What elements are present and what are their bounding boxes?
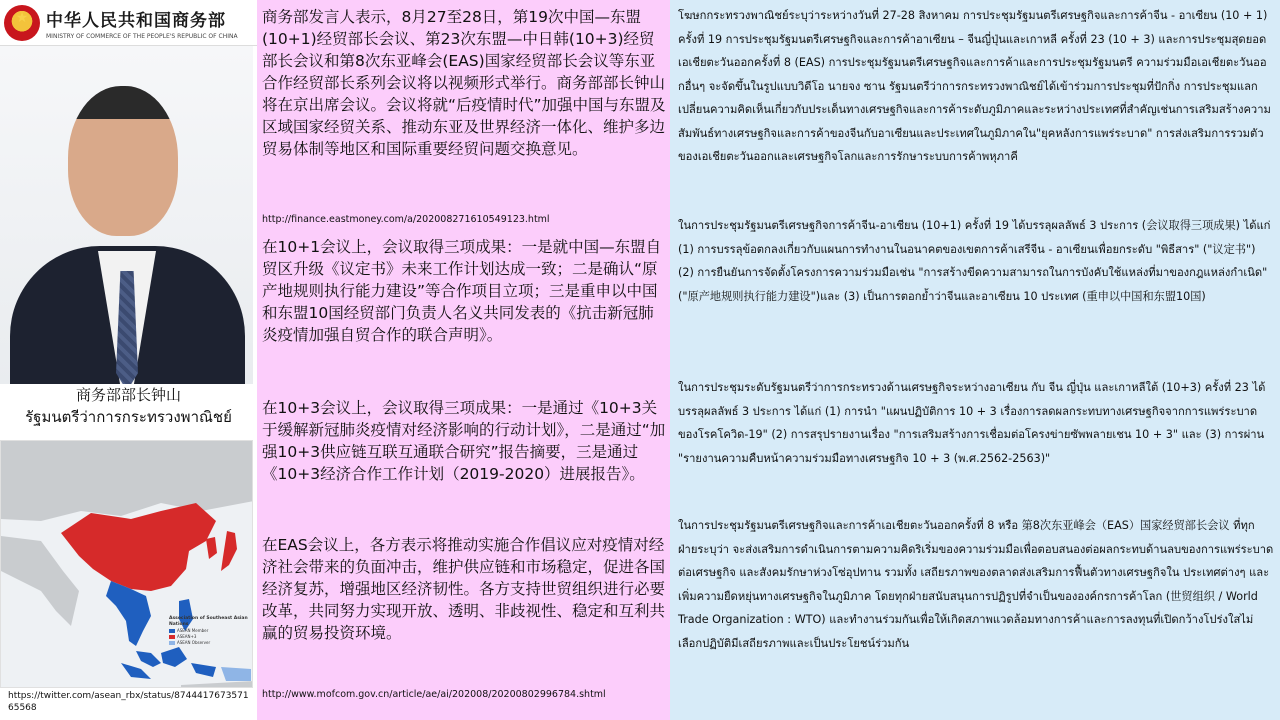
ministry-logo-text bbox=[46, 6, 238, 40]
portrait-head bbox=[68, 86, 178, 236]
caption-th: รัฐมนตรีว่าการกระทรวงพาณิชย์ bbox=[25, 408, 232, 426]
map-legend bbox=[169, 616, 252, 646]
national-emblem-icon bbox=[4, 5, 40, 41]
paragraph-cn-eas: 在EAS会议上，各方表示将推动实施合作倡议应对疫情对经济社会带来的负面冲击，维护供应链和市场稳定，促进各国经济复苏，增强地区经济韧性。各方支持世贸组织进行必要改革，共同努力实现开放、透明、非歧视性、稳定和互利共赢的贸易投资环境。 bbox=[262, 536, 666, 642]
paragraph-th-eas: ในการประชุมรัฐมนตรีเศรษฐกิจและการค้าเอเชียตะวันออกครั้งที่ 8 หรือ 第8次东亚峰会（EAS）国家经贸部长会议 ที่ทุกฝ่ายระบุว่า จะส่งเสริมการดำเนินการตามความคิดริเริ่มของความร่วมมือเพื่อตอบสนองต่อผลกระทบด้านลบของการแพร่ระบาดต่อเศรษฐกิจ และสังคมรักษาห่วงโซ่อุปทาน รวมทั้ง เสถียรภาพของตลาดส่งเสริมการฟื้นตัวทางเศรษฐกิจใน ประเทศต่างๆ และเพิ่มความยืดหยุ่นทางเศรษฐกิจในภูมิภาค โดยทุกฝ่ายสนับสนุนการปฏิรูปที่จำเป็นขององค์กรการค้าโลก (世贸组织 / World Trade Organization : WTO) และทำงานร่วมกันเพื่อให้เกิดสภาพแวดล้อมทางการค้าและการลงทุนที่เปิดกว้างโปร่งใสไม่เลือกปฏิบัติมีเสถียรภาพและเป็นประโยชน์ร่วมกัน bbox=[678, 519, 1274, 650]
legend-label: ASEAN+3 bbox=[177, 634, 197, 639]
paragraph-cn-10plus3: 在10+3会议上，会议取得三项成果：一是通过《10+3关于缓解新冠肺炎疫情对经济影响的行动计划》，二是通过“加强10+3供应链互联互通联合研究”报告摘要，三是通过《10+3经济合作工作计划（2019-2020）进展报告》。 bbox=[262, 399, 666, 483]
ministry-name-en: MINISTRY OF COMMERCE OF THE PEOPLE'S REPUBLIC OF CHINA bbox=[46, 32, 238, 40]
source-url-mofcom[interactable]: http://www.mofcom.gov.cn/article/ae/ai/202008/20200802996784.shtml bbox=[262, 689, 606, 700]
minister-portrait bbox=[0, 46, 253, 384]
legend-swatch bbox=[169, 635, 175, 639]
asean-map-graphic bbox=[1, 441, 253, 688]
ministry-header bbox=[0, 0, 257, 46]
paragraph-th-intro: โฆษกกระทรวงพาณิชย์ระบุว่าระหว่างวันที่ 27-28 สิงหาคม การประชุมรัฐมนตรีเศรษฐกิจและการค้าจีน - อาเซียน (10 + 1) ครั้งที่ 19 การประชุมรัฐมนตรีเศรษฐกิจและการค้าอาเซียน – จีนญี่ปุ่นและเกาหลี ครั้งที่ 23 (10 + 3) และการประชุมสุดยอดเอเชียตะวันออกครั้งที่ 8 (EAS) การประชุมรัฐมนตรีเศรษฐกิจและการค้าและการประชุมรัฐมนตรี ความร่วมมือเอเชียตะวันออกอื่นๆ จะจัดขึ้นในรูปแบบวิดีโอ นายจง ซาน รัฐมนตรีว่าการกระทรวงพาณิชย์ได้เข้าร่วมการประชุมที่ปักกิ่ง การประชุมแลกเปลี่ยนความคิดเห็นเกี่ยวกับประเด็นทางเศรษฐกิจและการค้าระดับภูมิภาคและระหว่างประเทศที่สำคัญเช่นการเสริมสร้างความสัมพันธ์ทางเศรษฐกิจและการค้าของจีนกับอาเซียนและประเทศในภูมิภาคใน"ยุคหลังการแพร่ระบาด" การส่งเสริมการรวมตัวของเอเชียตะวันออกและเศรษฐกิจโลกและการรักษาระบบการค้าพหุภาคี bbox=[678, 9, 1271, 163]
ministry-name-cn: 中华人民共和国商务部 bbox=[46, 10, 226, 31]
caption-cn: 商务部部长钟山 bbox=[75, 386, 181, 404]
paragraph-cn-10plus1: 在10+1会议上，会议取得三项成果：一是就中国—东盟自贸区升级《议定书》未来工作计划达成一致；二是确认“原产地规则执行能力建设”等合作项目立项；三是重申以中国和东盟10国经贸部门负责人名义共同发表的《抗击新冠肺炎疫情加强自贸合作的联合声明》。 bbox=[262, 238, 662, 344]
legend-label: ASEAN Member bbox=[177, 628, 209, 633]
map-legend-title: Association of Southeast Asian Nations bbox=[169, 616, 248, 627]
source-url-eastmoney[interactable]: http://finance.eastmoney.com/a/202008271610549123.html bbox=[262, 214, 550, 225]
legend-item-observer bbox=[169, 640, 252, 646]
paragraph-th-10plus3: ในการประชุมระดับรัฐมนตรีว่าการกระทรวงด้านเศรษฐกิจระหว่างอาเซียน กับ จีน ญี่ปุ่น และเกาหลีใต้ (10+3) ครั้งที่ 23 ได้บรรลุผลลัพธ์ 3 ประการ ได้แก่ (1) การนำ "แผนปฏิบัติการ 10 + 3 เรื่องการลดผลกระทบทางเศรษฐกิจจากการแพร่ระบาดของโรคโควิด-19" (2) การสรุปรายงานเรื่อง "การเสริมสร้างการเชื่อมต่อโครงข่ายซัพพลายเชน 10 + 3" และ (3) การผ่าน "รายงานความคืบหน้าความร่วมมือทางเศรษฐกิจ 10 + 3 (พ.ศ.2562-2563)" bbox=[678, 381, 1266, 465]
right-column-thai bbox=[670, 0, 1280, 720]
legend-label: ASEAN Observer bbox=[177, 640, 211, 645]
asean-map bbox=[0, 440, 253, 688]
twitter-source-url[interactable]: https://twitter.com/asean_rbx/status/874441767357165568 bbox=[8, 691, 249, 713]
left-column bbox=[0, 0, 257, 720]
portrait-caption bbox=[0, 384, 257, 428]
paragraph-cn-intro: 商务部发言人表示，8月27至28日，第19次中国—东盟(10+1)经贸部长会议、第23次东盟—中日韩(10+3)经贸部长会议和第8次东亚峰会(EAS)国家经贸部长会议等东亚合作经贸部长系列会议将以视频形式举行。商务部部长钟山将在京出席会议。会议将就“后疫情时代”加强中国与东盟及区域国家经贸关系、推动东亚及世界经济一体化、维护多边贸易体制等地区和国际重要经贸问题交换意见。 bbox=[262, 8, 666, 158]
paragraph-th-10plus1: ในการประชุมรัฐมนตรีเศรษฐกิจการค้าจีน-อาเซียน (10+1) ครั้งที่ 19 ได้บรรลุผลลัพธ์ 3 ประการ (会议取得三项成果) ได้แก่ (1) การบรรลุข้อตกลงเกี่ยวกับแผนการทำงานในอนาคตของเขตการค้าเสรีจีน - อาเซียนเพื่อยกระดับ "พิธีสาร" ("议定书") (2) การยืนยันการจัดตั้งโครงการความร่วมมือเช่น "การสร้างขีดความสามารถในการบังคับใช้แหล่งที่มาของกฎแหล่งกำเนิด" ("原产地规则执行能力建设")และ (3) เป็นการตอกย้ำว่าจีนและอาเซียน 10 ประเทศ (重申以中国和东盟10国) bbox=[678, 219, 1271, 303]
middle-column-chinese bbox=[257, 0, 670, 720]
legend-swatch bbox=[169, 641, 175, 645]
legend-swatch bbox=[169, 629, 175, 633]
